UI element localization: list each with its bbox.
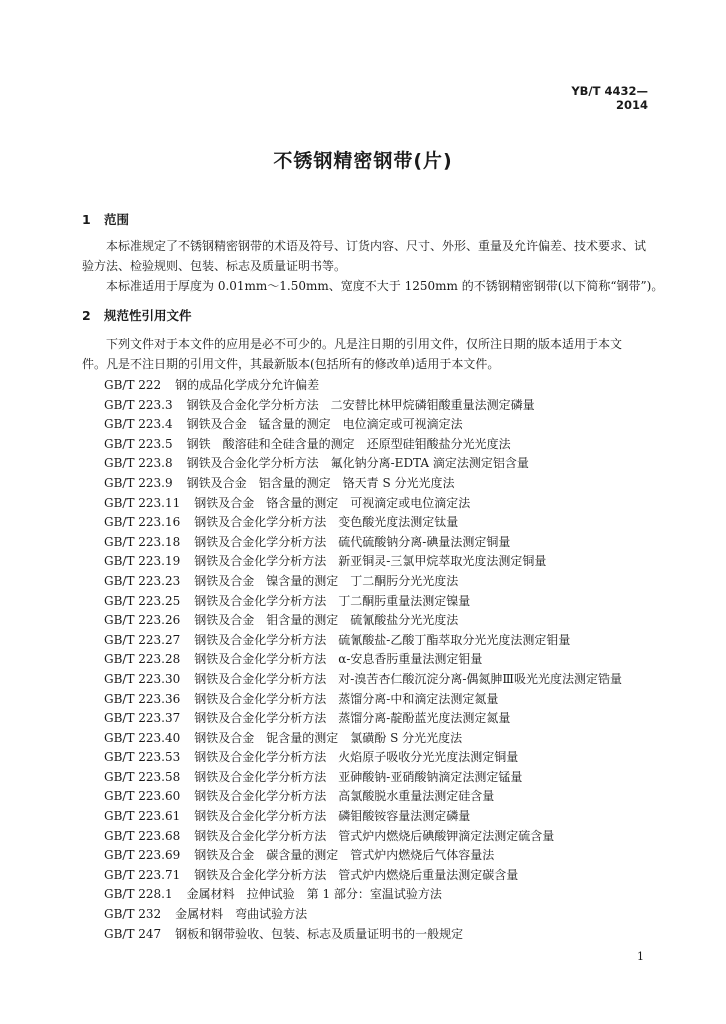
reference-item (104, 572, 622, 592)
reference-code: GB/T 223.28 (104, 652, 181, 667)
reference-title: 钢铁及合金化学分析方法 高氯酸脱水重量法测定硅含量 (194, 789, 495, 804)
section-title: 范围 (104, 212, 130, 227)
section-1-paragraph-1-line-2: 验方法、检验规则、包装、标志及质量证明书等。 (82, 259, 347, 273)
reference-title: 金属材料 拉伸试验 第 1 部分：室温试验方法 (186, 887, 442, 902)
reference-title: 钢铁及合金化学分析方法 蒸馏分离-靛酚蓝光度法测定氮量 (194, 711, 511, 726)
reference-title: 钢铁及合金化学分析方法 氟化钠分离-EDTA 滴定法测定铝含量 (186, 456, 529, 471)
reference-item (104, 533, 622, 553)
reference-code: GB/T 223.9 (104, 475, 173, 490)
reference-title: 钢铁及合金 铬含量的测定 可视滴定或电位滴定法 (194, 495, 471, 510)
reference-title: 钢铁及合金化学分析方法 管式炉内燃烧后重量法测定碳含量 (194, 867, 519, 882)
reference-code: GB/T 223.4 (104, 417, 173, 432)
reference-code: GB/T 223.60 (104, 789, 181, 804)
reference-title: 钢铁及合金化学分析方法 硫氰酸盐-乙酸丁酯萃取分光光度法测定钼量 (194, 632, 571, 647)
reference-title: 钢铁及合金化学分析方法 火焰原子吸收分光光度法测定铜量 (194, 750, 519, 765)
reference-code: GB/T 223.61 (104, 809, 181, 824)
reference-title: 钢铁及合金化学分析方法 变色酸光度法测定钛量 (194, 515, 459, 530)
reference-code: GB/T 223.11 (104, 495, 181, 510)
reference-title: 钢铁及合金化学分析方法 蒸馏分离-中和滴定法测定氮量 (194, 691, 499, 706)
reference-title: 钢铁及合金化学分析方法 α-安息香肟重量法测定钼量 (194, 652, 483, 667)
section-1-paragraph-2: 本标准适用于厚度为 0.01mm～1.50mm、宽度不大于 1250mm 的不锈钢精密钢带(以下简称“钢带”)。 (106, 279, 664, 293)
reference-item (104, 513, 622, 533)
reference-title: 钢铁 酸溶硅和全硅含量的测定 还原型硅钼酸盐分光光度法 (186, 436, 511, 451)
reference-title: 钢铁及合金 钼含量的测定 硫氰酸盐分光光度法 (194, 613, 459, 628)
section-title: 规范性引用文件 (104, 308, 192, 323)
reference-item (104, 376, 622, 396)
standard-code: YB/T 4432—2014 (571, 84, 648, 112)
page-number: 1 (637, 950, 644, 963)
reference-item (104, 846, 622, 866)
reference-item (104, 650, 622, 670)
reference-code: GB/T 223.53 (104, 750, 181, 765)
reference-title: 钢铁及合金 锰含量的测定 电位滴定或可视滴定法 (186, 417, 463, 432)
reference-code: GB/T 247 (104, 926, 162, 941)
reference-code: GB/T 223.69 (104, 848, 181, 863)
reference-code: GB/T 223.36 (104, 691, 181, 706)
reference-item (104, 709, 622, 729)
reference-code: GB/T 223.71 (104, 867, 181, 882)
section-2-intro-line-2: 件。凡是不注日期的引用文件，其最新版本(包括所有的修改单)适用于本文件。 (82, 357, 500, 371)
reference-item (104, 415, 622, 435)
reference-item (104, 787, 622, 807)
reference-code: GB/T 223.68 (104, 828, 181, 843)
reference-code: GB/T 223.30 (104, 671, 181, 686)
section-1-paragraph-1-line-1: 本标准规定了不锈钢精密钢带的术语及符号、订货内容、尺寸、外形、重量及允许偏差、技术要求、试 (106, 239, 647, 253)
reference-code: GB/T 223.23 (104, 573, 181, 588)
reference-item (104, 729, 622, 749)
reference-title: 钢铁及合金 铌含量的测定 氯磺酚 S 分光光度法 (194, 730, 463, 745)
reference-item (104, 885, 622, 905)
reference-title: 钢铁及合金化学分析方法 二安替比林甲烷磷钼酸重量法测定磷量 (186, 397, 535, 412)
reference-title: 钢铁及合金化学分析方法 丁二酮肟重量法测定镍量 (194, 593, 471, 608)
reference-code: GB/T 232 (104, 907, 162, 922)
reference-item (104, 435, 622, 455)
section-2-heading (82, 306, 192, 324)
section-2-intro-line-1: 下列文件对于本文件的应用是必不可少的。凡是注日期的引用文件，仅所注日期的版本适用于本文 (106, 337, 623, 351)
reference-title: 钢铁及合金 镍含量的测定 丁二酮肟分光光度法 (194, 573, 459, 588)
reference-title: 钢铁及合金化学分析方法 硫代硫酸钠分离-碘量法测定铜量 (194, 534, 511, 549)
section-number: 1 (82, 212, 91, 227)
reference-item (104, 611, 622, 631)
reference-item (104, 768, 622, 788)
reference-code: GB/T 223.26 (104, 613, 181, 628)
reference-item (104, 396, 622, 416)
reference-title: 钢铁及合金化学分析方法 对-溴苦杏仁酸沉淀分离-偶氮胂Ⅲ吸光光度法测定锆量 (194, 671, 622, 686)
reference-title: 金属材料 弯曲试验方法 (175, 907, 308, 922)
reference-item (104, 827, 622, 847)
reference-title: 钢铁及合金化学分析方法 新亚铜灵-三氯甲烷萃取光度法测定铜量 (194, 554, 547, 569)
reference-item (104, 905, 622, 925)
reference-title: 钢铁及合金化学分析方法 管式炉内燃烧后碘酸钾滴定法测定硫含量 (194, 828, 555, 843)
reference-title: 钢的成品化学成分允许偏差 (175, 378, 320, 392)
section-number: 2 (82, 308, 91, 323)
reference-code: GB/T 223.19 (104, 554, 181, 569)
reference-item (104, 670, 622, 690)
reference-code: GB/T 223.25 (104, 593, 181, 608)
reference-code: GB/T 223.3 (104, 397, 173, 412)
reference-title: 钢铁及合金 铝含量的测定 铬天青 S 分光光度法 (186, 475, 455, 490)
reference-title: 钢铁及合金 碳含量的测定 管式炉内燃烧后气体容量法 (194, 848, 495, 863)
document-title: 不锈钢精密钢带(片) (273, 150, 453, 172)
reference-item (104, 866, 622, 886)
reference-item (104, 748, 622, 768)
reference-item (104, 690, 622, 710)
reference-code: GB/T 223.18 (104, 534, 181, 549)
reference-title: 钢铁及合金化学分析方法 磷钼酸铵容量法测定磷量 (194, 809, 471, 824)
reference-item (104, 474, 622, 494)
reference-title: 钢铁及合金化学分析方法 亚砷酸钠-亚硝酸钠滴定法测定锰量 (194, 769, 523, 784)
reference-code: GB/T 223.27 (104, 632, 181, 647)
reference-code: GB/T 223.58 (104, 769, 181, 784)
reference-title: 钢板和钢带验收、包装、标志及质量证明书的一般规定 (175, 926, 464, 941)
reference-code: GB/T 223.16 (104, 515, 181, 530)
reference-item (104, 494, 622, 514)
reference-item (104, 552, 622, 572)
normative-references-list (104, 376, 622, 944)
reference-code: GB/T 223.5 (104, 436, 173, 451)
reference-code: GB/T 228.1 (104, 887, 173, 902)
reference-item (104, 631, 622, 651)
reference-item (104, 454, 622, 474)
reference-code: GB/T 223.37 (104, 711, 181, 726)
section-1-heading (82, 210, 129, 228)
reference-item (104, 592, 622, 612)
reference-code: GB/T 223.40 (104, 730, 181, 745)
reference-code: GB/T 223.8 (104, 456, 173, 471)
reference-code: GB/T 222 (104, 378, 162, 392)
reference-item (104, 925, 622, 945)
reference-item (104, 807, 622, 827)
